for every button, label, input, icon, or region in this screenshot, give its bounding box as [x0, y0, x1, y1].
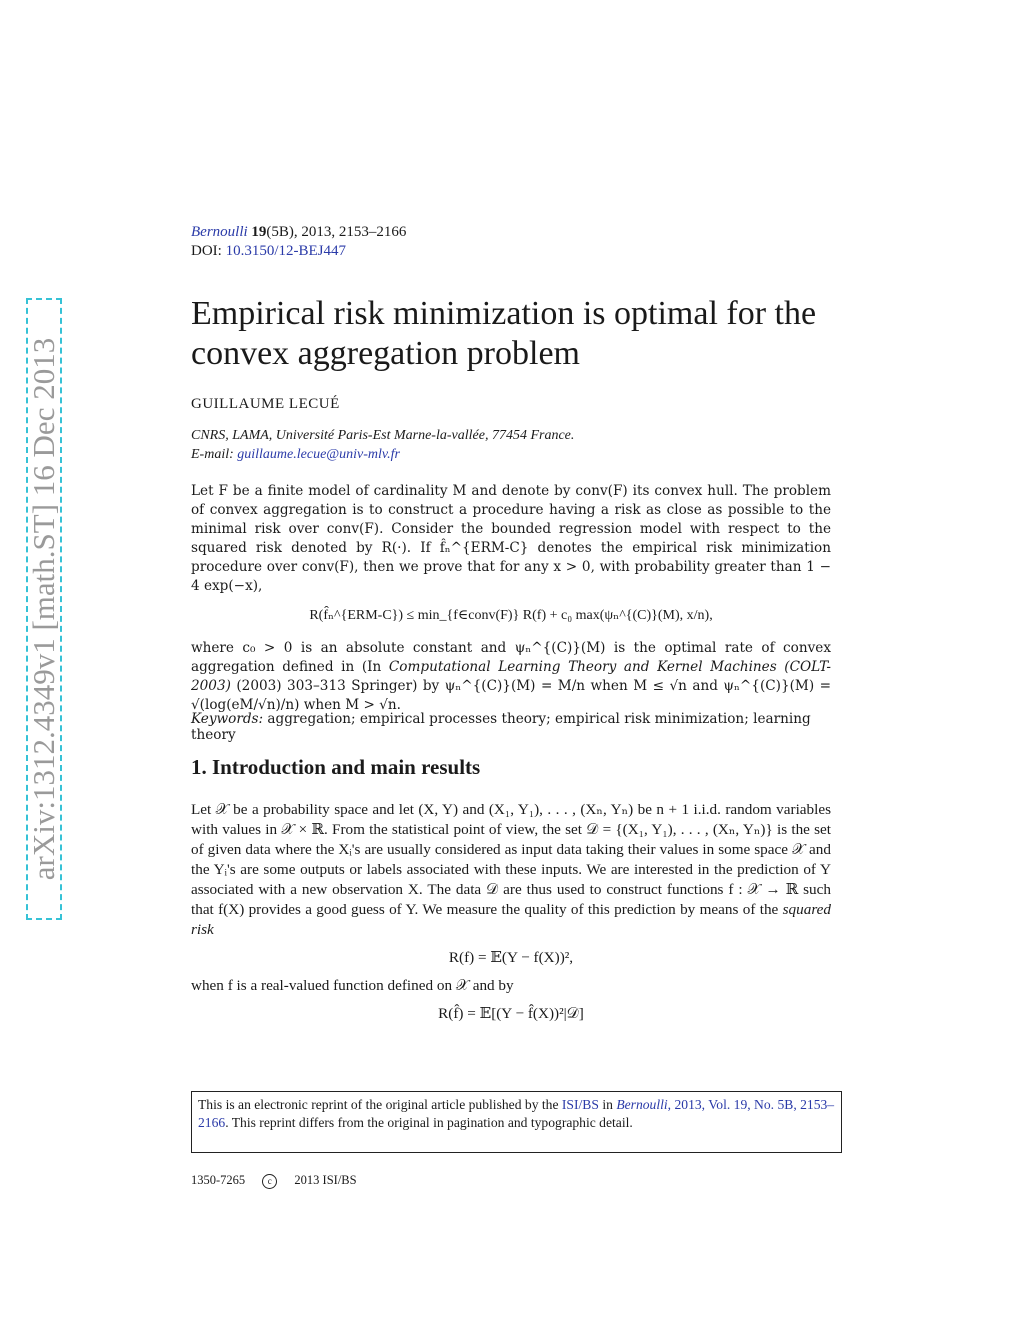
- body-p1-emphasis: squared risk: [191, 901, 831, 938]
- body-p1-text: Let 𝒳 be a probability space and let (X, Y) and (X₁, Y₁), . . . , (Xₙ, Yₙ) be n + 1 i.i.d. random variables with values in 𝒳 × ℝ. From the statistical point of view, the set 𝒟 = {(X₁, Y₁), . . . , (Xₙ, Yₙ)} is the set of given data where the Xᵢ's are usually considered as input data taking their values in some space 𝒳 and the Yᵢ's are some outputs or labels associated with these inputs. We are interested in the prediction of Y associated with a new observation X. The data 𝒟 are thus used to construct functions f : 𝒳 → ℝ such that f(X) provides a good guess of Y. We measure the quality of this prediction by means of the: [191, 801, 831, 918]
- arxiv-stamp-text: arXiv:1312.4349v1 [math.ST] 16 Dec 2013: [26, 337, 61, 881]
- copyright-publisher: 2013 ISI/BS: [294, 1173, 357, 1187]
- paper-title: Empirical risk minimization is optimal for the convex aggregation problem: [191, 295, 817, 372]
- reprint-isi-link[interactable]: ISI/BS: [561, 1097, 599, 1112]
- reprint-text-d: . This reprint differs from the original in pagination and typographic detail.: [225, 1115, 633, 1130]
- equation-squared-risk: R(f) = 𝔼(Y − f(X))²,: [448, 949, 574, 966]
- body-paragraph-2: when f is a real-valued function defined on 𝒳 and by: [191, 977, 514, 994]
- keywords-label: Keywords:: [191, 711, 264, 727]
- reprint-volume-link[interactable]: 2013, Vol. 19, No. 5B, 2153–2166: [198, 1097, 835, 1130]
- journal-issue-info: (5B), 2013, 2153–2166: [266, 224, 407, 240]
- abstract: [191, 482, 831, 715]
- journal-volume: 19: [251, 224, 267, 240]
- arxiv-stamp[interactable]: [26, 298, 62, 920]
- copyright-footer: [191, 1173, 371, 1189]
- keywords-text: aggregation; empirical processes theory; empirical risk minimization; learning theory: [191, 711, 811, 743]
- journal-info: [191, 223, 406, 261]
- abstract-paragraph-2: [191, 639, 831, 715]
- reprint-notice-box: [191, 1091, 842, 1153]
- reprint-comma: ,: [667, 1097, 672, 1112]
- section-heading: 1. Introduction and main results: [191, 755, 481, 779]
- email-label: E-mail:: [191, 447, 234, 462]
- author-name: GUILLAUME LECUÉ: [191, 396, 340, 412]
- body-paragraph-1: [191, 800, 831, 940]
- keywords: [191, 711, 831, 743]
- affiliation: CNRS, LAMA, Université Paris-Est Marne-la-vallée, 77454 France.: [191, 428, 575, 443]
- abstract-p2-end: (2003) 303–313 Springer) by ψₙ^{(C)}(M) = M/n when M ≤ √n and ψₙ^{(C)}(M) = √(log(eM/√n)/n) when M > √n.: [191, 678, 831, 713]
- abstract-paragraph-1: Let F be a finite model of cardinality M and denote by conv(F) its convex hull. The problem of convex aggregation is to construct a procedure having a risk as close as possible to the minimal risk over conv(F). Consider the bounded regression model with respect to the squared risk denoted by R(·). If f̂ₙ^{ERM-C} denotes the empirical risk minimization procedure over conv(F), then we prove that for any x > 0, with probability greater than 1 − 4 exp(−x),: [191, 483, 831, 594]
- reprint-journal-link[interactable]: Bernoulli: [616, 1097, 668, 1112]
- reprint-text-b: in: [598, 1097, 617, 1112]
- equation-conditional-risk: R(f̂) = 𝔼[(Y − f̂(X))²|𝒟]: [438, 1005, 584, 1022]
- doi-label: DOI:: [191, 243, 222, 259]
- reprint-text-a: This is an electronic reprint of the original article published by the: [198, 1097, 562, 1112]
- copyright-icon: c: [262, 1174, 277, 1189]
- issn: 1350-7265: [191, 1173, 246, 1187]
- abstract-display-equation: R(f̂ₙ^{ERM-C}) ≤ min_{f∈conv(F)} R(f) + c₀ max(ψₙ^{(C)}(M), x/n),: [309, 608, 713, 623]
- section-body: [191, 800, 831, 1032]
- abstract-book-title: Computational Learning Theory and Kernel Machines (COLT-2003): [191, 659, 831, 694]
- abstract-p2-start: where c₀ > 0 is an absolute constant and ψₙ^{(C)}(M) is the optimal rate of convex aggregation defined in (In: [191, 640, 831, 675]
- doi-link[interactable]: 10.3150/12-BEJ447: [225, 243, 346, 259]
- affiliation-block: [191, 426, 574, 464]
- email-link[interactable]: guillaume.lecue@univ-mlv.fr: [237, 447, 400, 462]
- journal-name-link[interactable]: Bernoulli: [191, 224, 248, 240]
